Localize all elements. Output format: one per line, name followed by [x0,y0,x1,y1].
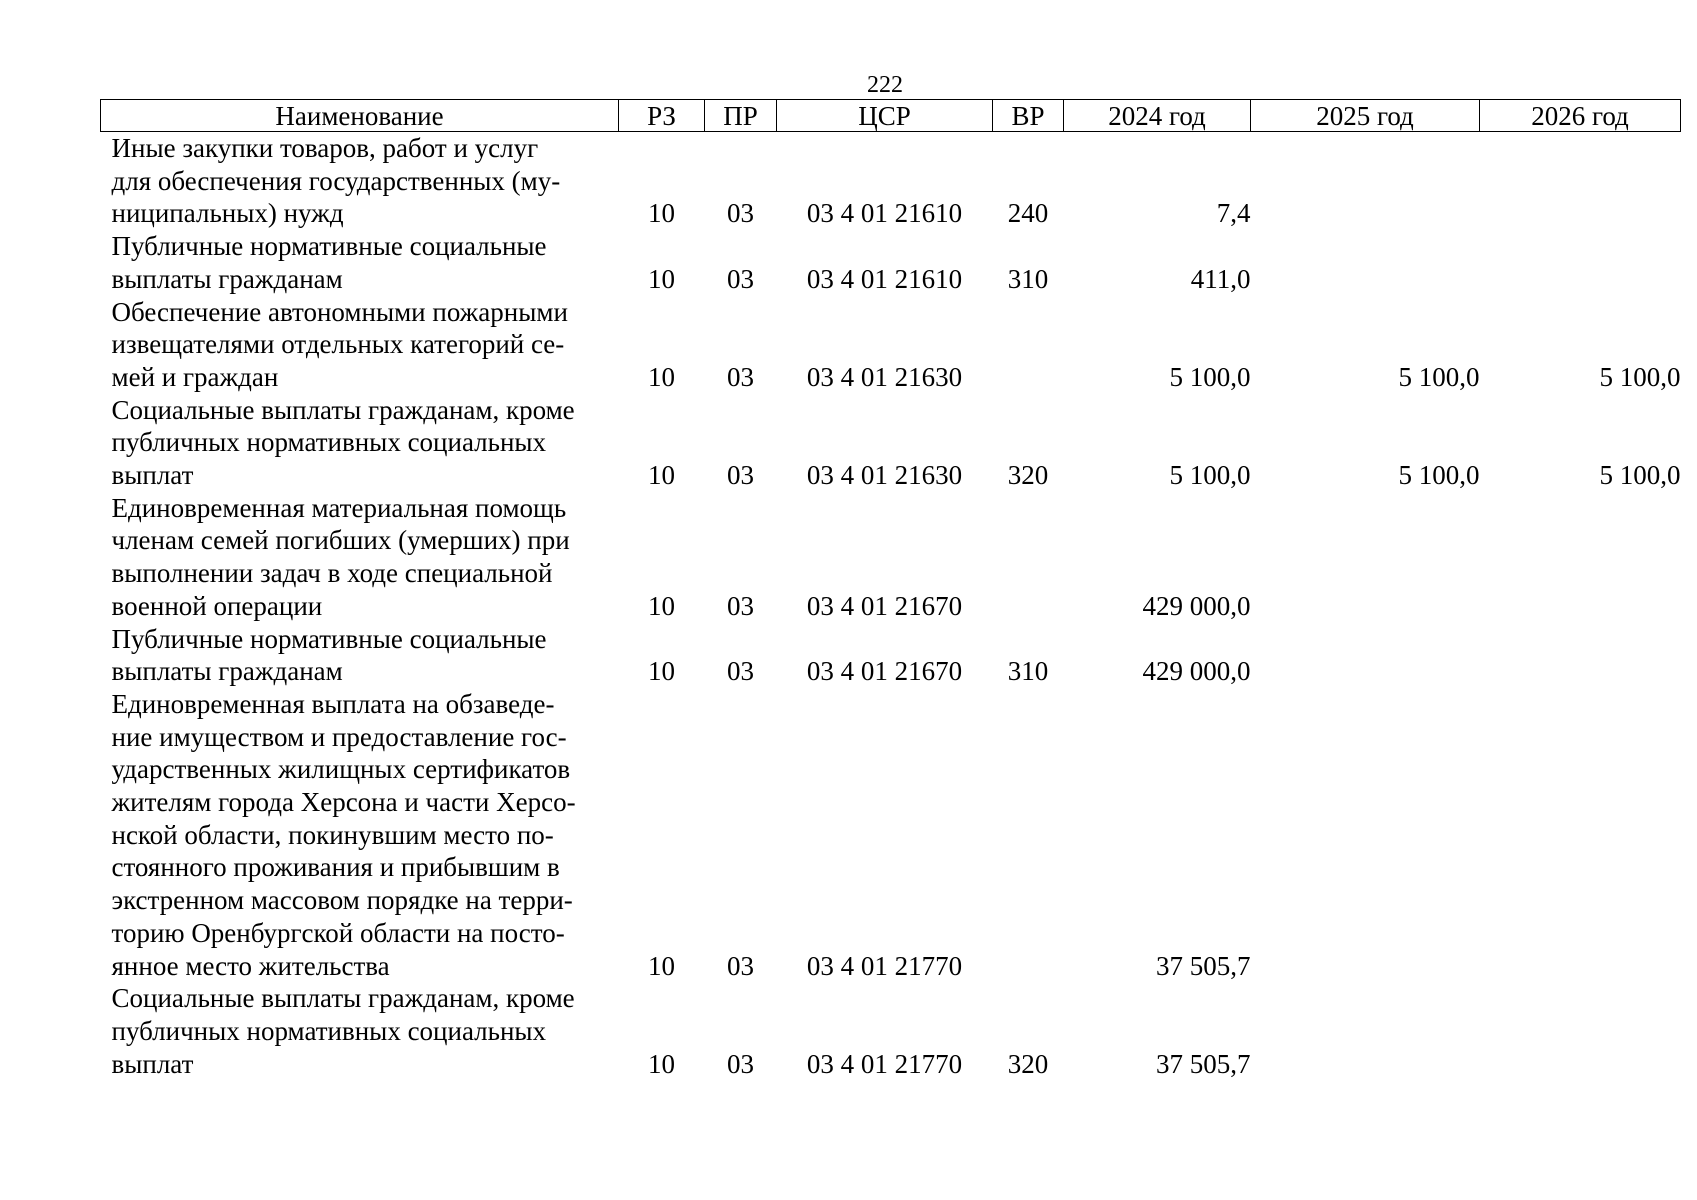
cell-2026 [1480,982,1681,1080]
table-row [101,132,1681,231]
cell-csr: 03 4 01 21610 [806,263,963,294]
table-row [101,492,1681,623]
cell-vr: 310 [1007,263,1049,294]
cell-2024: 429 000,0 [1142,590,1251,621]
name-line: членам семей погибших (умерших) при [111,525,570,556]
cell-vr [993,296,1064,394]
table-row [101,394,1681,492]
name-line: Публичные нормативные социальные [111,231,547,262]
name-line: публичных нормативных социальных [111,427,547,458]
header-rz: РЗ [619,100,705,132]
cell-vr: 240 [1007,198,1049,229]
page-number: 222 [867,72,903,98]
cell-vr [993,688,1064,982]
cell-rz: 10 [648,590,675,621]
cell-2026 [1480,132,1681,231]
cell-2025 [1251,982,1480,1080]
cell-2024: 37 505,7 [1156,1048,1251,1079]
cell-2025 [1251,132,1480,231]
name-line: для обеспечения государственных (му- [111,165,561,196]
cell-2026: 5 100,0 [1599,460,1681,491]
cell-csr: 03 4 01 21770 [806,1048,963,1079]
table-header [101,100,1681,132]
cell-pr: 03 [727,361,754,392]
name-line: Обеспечение автономными пожарными [111,296,568,327]
name-line: Единовременная материальная помощь [111,492,567,523]
budget-table [100,99,1681,1080]
name-line: извещателями отдельных категорий се- [111,329,565,360]
table-row [101,296,1681,394]
name-line: жителям города Херсона и части Херсо- [111,787,576,818]
table-row [101,623,1681,688]
name-line: военной операции [111,590,323,621]
cell-2025 [1251,623,1480,688]
cell-csr: 03 4 01 21770 [806,950,963,981]
cell-rz: 10 [648,1048,675,1079]
name-line: выплаты гражданам [111,656,343,687]
cell-csr: 03 4 01 21670 [806,656,963,687]
name-line: ниципальных) нужд [111,198,344,229]
cell-vr: 320 [1007,460,1049,491]
name-line: публичных нормативных социальных [111,1015,547,1046]
cell-name [101,982,619,1080]
header-vr: ВР [993,100,1064,132]
name-line: выплаты гражданам [111,263,343,294]
header-2025: 2025 год [1251,100,1480,132]
name-line: Иные закупки товаров, работ и услуг [111,133,539,163]
table-row [101,982,1681,1080]
cell-2024: 411,0 [1190,263,1251,294]
cell-csr: 03 4 01 21630 [806,361,963,392]
header-2026: 2026 год [1480,100,1681,132]
table-row [101,688,1681,982]
name-line: выплат [111,460,194,491]
name-line: нской области, покинувшим место по- [111,819,554,850]
cell-csr: 03 4 01 21670 [806,590,963,621]
name-line: выполнении задач в ходе специальной [111,558,553,589]
cell-2026 [1480,230,1681,295]
cell-pr: 03 [727,198,754,229]
cell-2026 [1480,492,1681,623]
cell-2025: 5 100,0 [1398,361,1480,392]
cell-rz: 10 [648,460,675,491]
cell-2026: 5 100,0 [1599,361,1681,392]
cell-2024: 429 000,0 [1142,656,1251,687]
cell-csr: 03 4 01 21610 [806,198,963,229]
header-row [101,100,1681,132]
cell-vr: 310 [1007,656,1049,687]
name-line: Социальные выплаты гражданам, кроме [111,394,575,425]
name-line: Социальные выплаты гражданам, кроме [111,983,575,1014]
cell-name [101,492,619,623]
cell-pr: 03 [727,950,754,981]
cell-pr: 03 [727,460,754,491]
cell-rz: 10 [648,198,675,229]
cell-rz: 10 [648,656,675,687]
name-line: выплат [111,1048,194,1079]
cell-pr: 03 [727,263,754,294]
cell-2025 [1251,492,1480,623]
cell-vr [993,492,1064,623]
cell-2025 [1251,688,1480,982]
table-row [101,230,1681,295]
table-body [101,132,1681,1081]
cell-name [101,394,619,492]
cell-pr: 03 [727,590,754,621]
cell-vr: 320 [1007,1048,1049,1079]
cell-name [101,296,619,394]
header-name: Наименование [101,100,619,132]
cell-2026 [1480,623,1681,688]
header-2024: 2024 год [1064,100,1251,132]
cell-csr: 03 4 01 21630 [806,460,963,491]
cell-name [101,230,619,295]
name-line: торию Оренбургской области на посто- [111,917,565,948]
cell-name [101,623,619,688]
cell-2024: 7,4 [1216,198,1251,229]
name-line: Единовременная выплата на обзаведе- [111,688,555,719]
cell-rz: 10 [648,361,675,392]
name-line: ударственных жилищных сертификатов [111,754,571,785]
cell-name [101,688,619,982]
cell-rz: 10 [648,263,675,294]
cell-2026 [1480,688,1681,982]
cell-rz: 10 [648,950,675,981]
name-line: мей и граждан [111,361,279,392]
name-line: Публичные нормативные социальные [111,623,547,654]
cell-name [101,132,619,231]
cell-2024: 37 505,7 [1156,950,1251,981]
cell-2025: 5 100,0 [1398,460,1480,491]
name-line: экстренном массовом порядке на терри- [111,885,573,916]
name-line: ние имуществом и предоставление гос- [111,721,567,752]
name-line: стоянного проживания и прибывшим в [111,852,560,883]
cell-pr: 03 [727,656,754,687]
cell-2024: 5 100,0 [1169,361,1251,392]
cell-2024: 5 100,0 [1169,460,1251,491]
name-line: янное место жительства [111,950,390,981]
cell-2025 [1251,230,1480,295]
header-pr: ПР [705,100,777,132]
cell-pr: 03 [727,1048,754,1079]
header-csr: ЦСР [777,100,993,132]
